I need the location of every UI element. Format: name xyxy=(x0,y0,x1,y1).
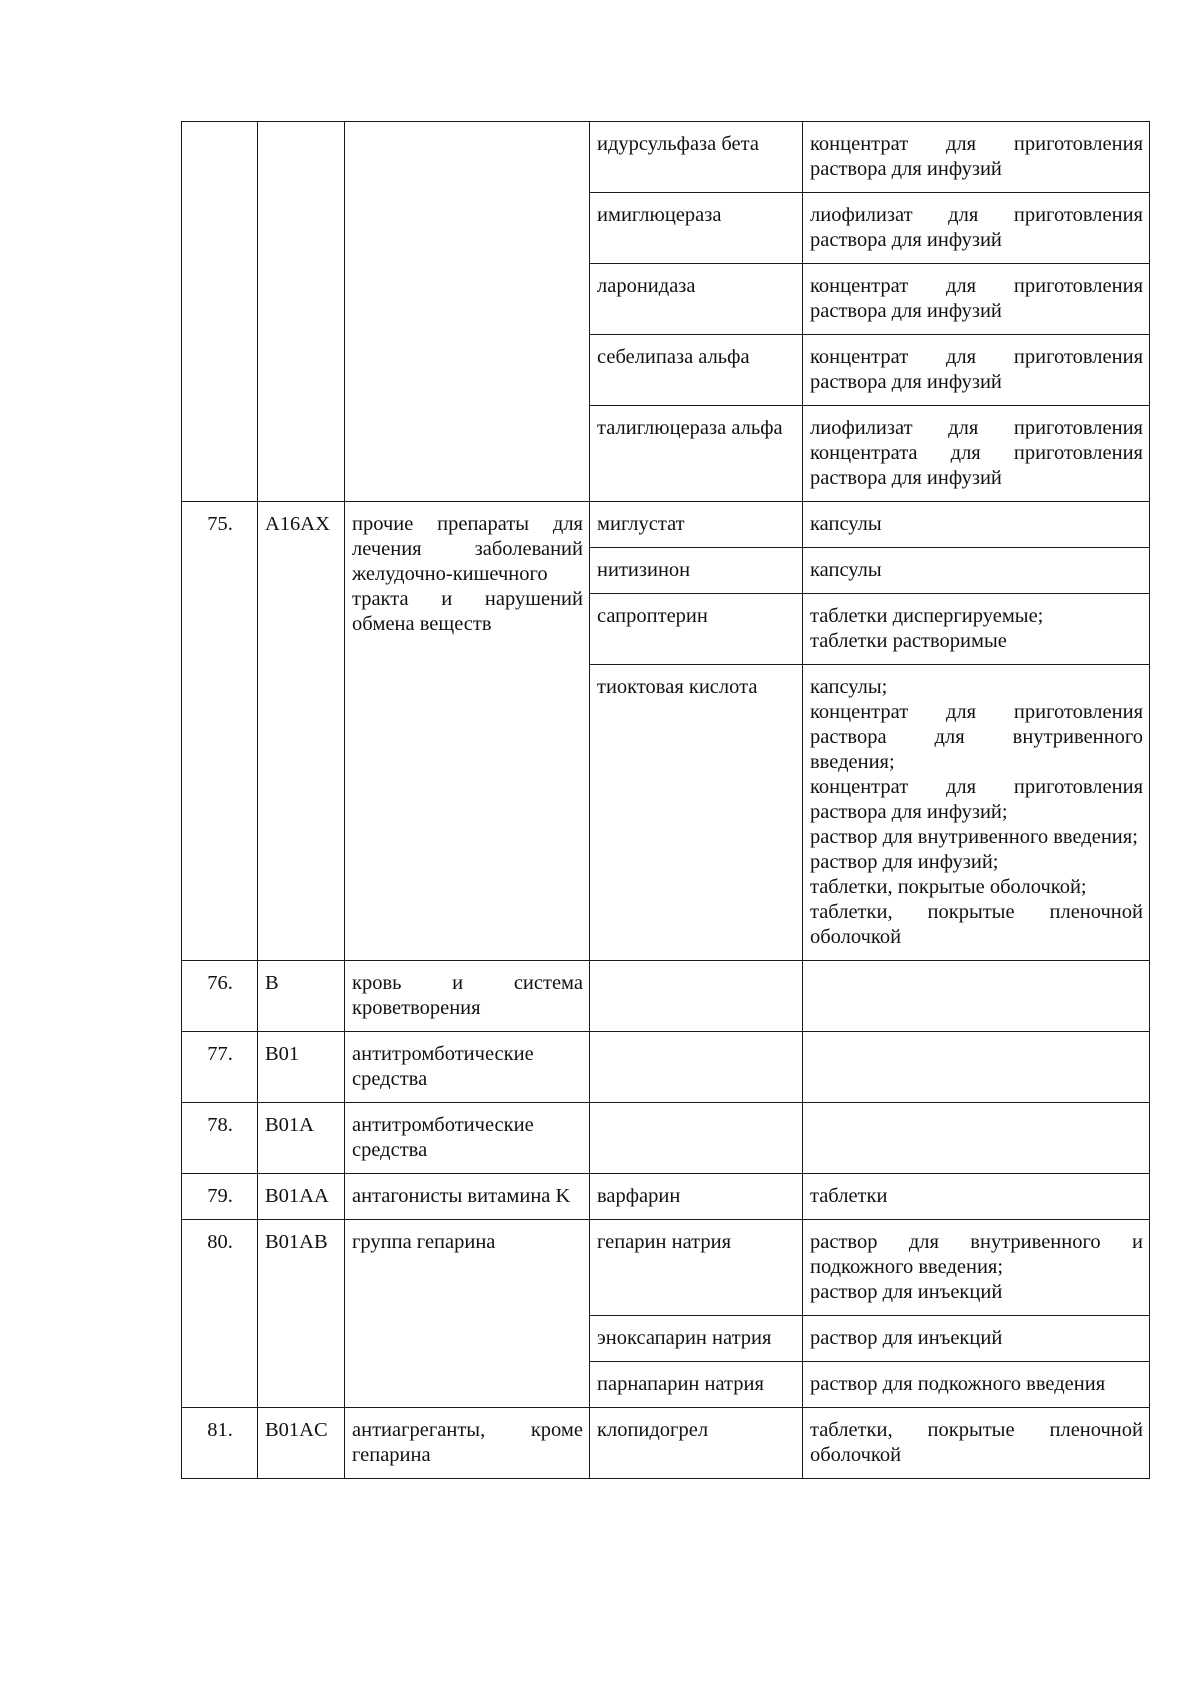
table-row xyxy=(182,961,1150,1032)
substance-cell: клопидогрел xyxy=(590,1408,803,1479)
dosage-form-line: таблетки xyxy=(810,1185,888,1207)
atc-code-cell: B01 xyxy=(258,1032,345,1103)
table-row xyxy=(182,1032,1150,1103)
dosage-form-cell xyxy=(803,122,1150,193)
medication-table xyxy=(181,121,1150,1479)
substance-cell xyxy=(590,961,803,1032)
dosage-form-line: капсулы xyxy=(810,559,882,581)
group-name-cell: прочие препараты для лечения заболеваний желудочно-кишечного тракта и нарушений обмена веществ xyxy=(345,502,590,961)
dosage-form-line: таблетки, покрытые оболочкой; xyxy=(810,876,1087,898)
substance-cell: себелипаза альфа xyxy=(590,335,803,406)
dosage-form-cell xyxy=(803,548,1150,594)
dosage-form-cell xyxy=(803,1174,1150,1220)
dosage-form-line: раствор для инъекций xyxy=(810,1281,1003,1303)
atc-code-cell: B01A xyxy=(258,1103,345,1174)
row-number-cell: 76. xyxy=(182,961,258,1032)
dosage-form-line: лиофилизат для приготовления раствора для инфузий xyxy=(810,204,1143,251)
row-number-cell: 81. xyxy=(182,1408,258,1479)
row-number-cell xyxy=(182,122,258,502)
row-number-cell: 80. xyxy=(182,1220,258,1408)
atc-code-cell: B01AC xyxy=(258,1408,345,1479)
dosage-form-cell xyxy=(803,264,1150,335)
table-row xyxy=(182,1408,1150,1479)
substance-cell: ларонидаза xyxy=(590,264,803,335)
dosage-form-line: таблетки диспергируемые; xyxy=(810,605,1044,627)
group-name-cell: группа гепарина xyxy=(345,1220,590,1408)
substance-cell: тиоктовая кислота xyxy=(590,665,803,961)
atc-code-cell: B xyxy=(258,961,345,1032)
dosage-form-cell xyxy=(803,1362,1150,1408)
dosage-form-cell xyxy=(803,665,1150,961)
dosage-form-cell xyxy=(803,1408,1150,1479)
atc-code-cell: B01AB xyxy=(258,1220,345,1408)
group-name-cell xyxy=(345,122,590,502)
row-number-cell: 75. xyxy=(182,502,258,961)
dosage-form-line: раствор для подкожного введения xyxy=(810,1373,1106,1395)
table-row xyxy=(182,1103,1150,1174)
substance-cell: гепарин натрия xyxy=(590,1220,803,1316)
substance-cell: идурсульфаза бета xyxy=(590,122,803,193)
dosage-form-cell xyxy=(803,1316,1150,1362)
dosage-form-cell xyxy=(803,502,1150,548)
substance-cell: парнапарин натрия xyxy=(590,1362,803,1408)
group-name-cell: антитромботические средства xyxy=(345,1103,590,1174)
row-number-cell: 77. xyxy=(182,1032,258,1103)
table-row xyxy=(182,122,1150,193)
substance-cell: сапроптерин xyxy=(590,594,803,665)
atc-code-cell xyxy=(258,122,345,502)
dosage-form-line: таблетки растворимые xyxy=(810,630,1007,652)
substance-cell: эноксапарин натрия xyxy=(590,1316,803,1362)
table-row xyxy=(182,1174,1150,1220)
group-name-cell: антагонисты витамина K xyxy=(345,1174,590,1220)
substance-cell: нитизинон xyxy=(590,548,803,594)
table-body xyxy=(182,122,1150,1479)
atc-code-cell: A16AX xyxy=(258,502,345,961)
dosage-form-line: раствор для инъекций xyxy=(810,1327,1003,1349)
dosage-form-line: концентрат для приготовления раствора для внутривенного введения; xyxy=(810,701,1143,773)
substance-cell: имиглюцераза xyxy=(590,193,803,264)
substance-cell: варфарин xyxy=(590,1174,803,1220)
dosage-form-line: раствор для инфузий; xyxy=(810,851,999,873)
dosage-form-line: капсулы; xyxy=(810,676,888,698)
table-row xyxy=(182,502,1150,548)
dosage-form-cell xyxy=(803,193,1150,264)
dosage-form-cell xyxy=(803,335,1150,406)
dosage-form-line: концентрат для приготовления раствора для инфузий; xyxy=(810,776,1143,823)
dosage-form-line: концентрат для приготовления раствора для инфузий xyxy=(810,133,1143,180)
dosage-form-line: лиофилизат для приготовления концентрата для приготовления раствора для инфузий xyxy=(810,417,1143,489)
dosage-form-line: таблетки, покрытые пленочной оболочкой xyxy=(810,901,1143,948)
dosage-form-cell xyxy=(803,961,1150,1032)
row-number-cell: 78. xyxy=(182,1103,258,1174)
table-row xyxy=(182,1220,1150,1316)
dosage-form-cell xyxy=(803,1032,1150,1103)
dosage-form-cell xyxy=(803,1220,1150,1316)
dosage-form-cell xyxy=(803,1103,1150,1174)
group-name-cell: антиагреганты, кроме гепарина xyxy=(345,1408,590,1479)
substance-cell xyxy=(590,1032,803,1103)
dosage-form-line: раствор для внутривенного введения; xyxy=(810,826,1138,848)
substance-cell: талиглюцераза альфа xyxy=(590,406,803,502)
substance-cell: миглустат xyxy=(590,502,803,548)
row-number-cell: 79. xyxy=(182,1174,258,1220)
group-name-cell: антитромботические средства xyxy=(345,1032,590,1103)
atc-code-cell: B01AA xyxy=(258,1174,345,1220)
dosage-form-line: раствор для внутривенного и подкожного введения; xyxy=(810,1231,1143,1278)
dosage-form-line: капсулы xyxy=(810,513,882,535)
substance-cell xyxy=(590,1103,803,1174)
dosage-form-line: таблетки, покрытые пленочной оболочкой xyxy=(810,1419,1143,1466)
dosage-form-line: концентрат для приготовления раствора для инфузий xyxy=(810,275,1143,322)
dosage-form-line: концентрат для приготовления раствора для инфузий xyxy=(810,346,1143,393)
group-name-cell: кровь и система кроветворения xyxy=(345,961,590,1032)
dosage-form-cell xyxy=(803,594,1150,665)
dosage-form-cell xyxy=(803,406,1150,502)
